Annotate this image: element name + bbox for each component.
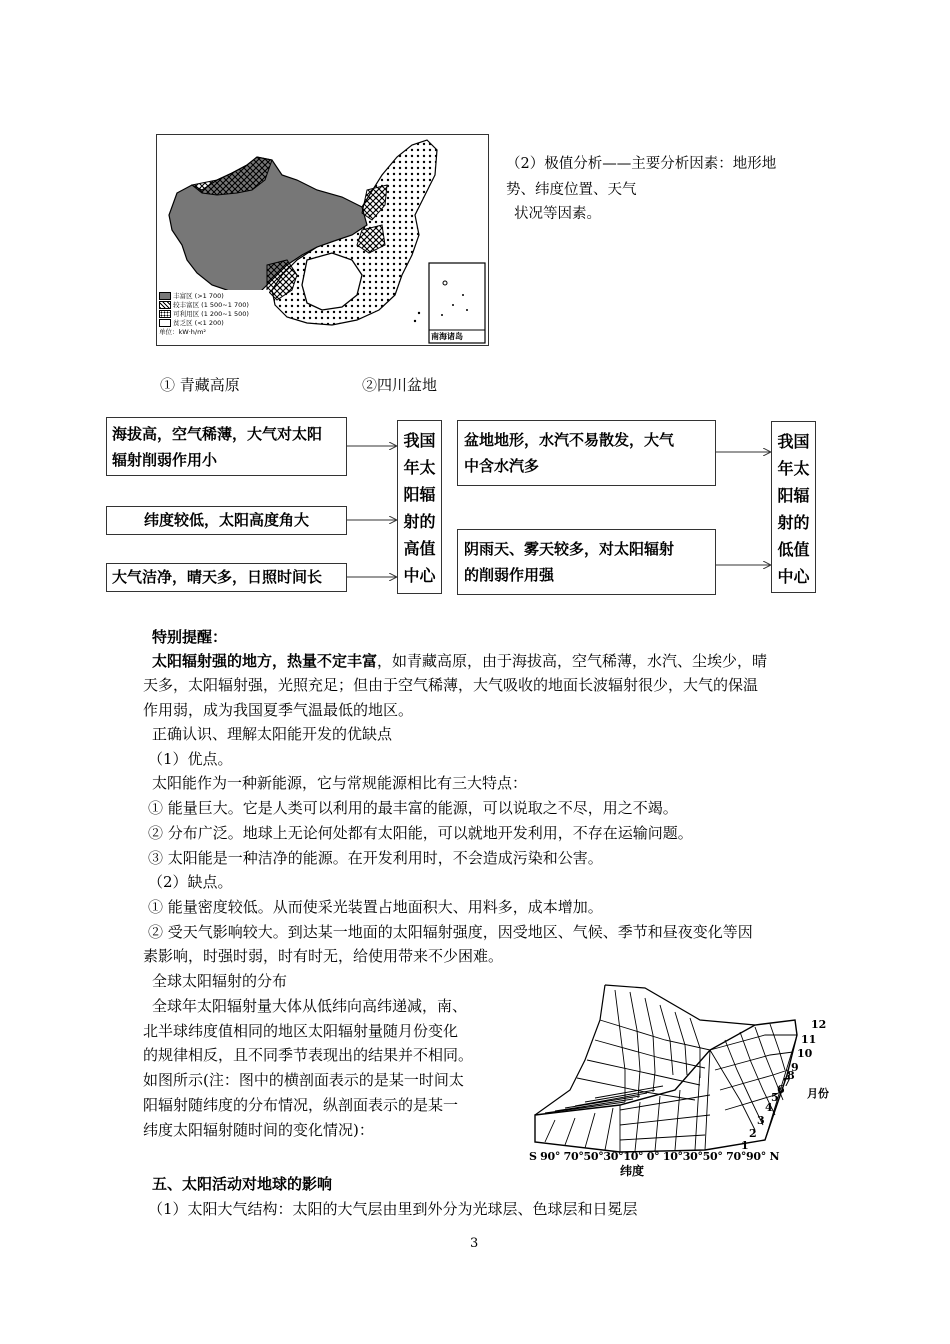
flow-box-rainy-foggy: 阴雨天、雾天较多，对太阳辐射 的削弱作用强 [457,529,716,595]
analysis-line-2: 势、纬度位置、天气 [506,182,637,198]
month-axis-label: 月份 [807,1087,829,1100]
flow-box-low-latitude: 纬度较低，太阳高度角大 [106,506,347,535]
flow-box-high-altitude: 海拔高，空气稀薄，大气对太阳 辐射削弱作用小 [106,417,347,476]
flow-box-basin-terrain: 盆地地形，水汽不易散发，大气 中含水汽多 [457,420,716,486]
month-tick: 11 [801,1033,817,1046]
global-line-2: 北半球纬度值相同的地区太阳辐射量随月份变化 [143,1022,459,1040]
month-tick: 9 [791,1061,799,1074]
analysis-line-1: （2）极值分析——主要分析因素：地形地 [506,156,777,172]
legend-item-usable: 可利用区 (1 200~1 500) [159,310,269,319]
body-p6: ③ 太阳能是一种洁净的能源。在开发利用时，不会造成污染和公害。 [148,849,603,867]
reminder-title: 特别提醒： [152,628,228,646]
reminder-bold-lead: 太阳辐射强的地方，热量不定丰富 [152,652,378,670]
month-tick: 12 [811,1018,827,1031]
global-line-3: 的规律相反，且不同季节表现出的结果并不相同。 [143,1046,474,1064]
month-tick: 7 [783,1076,791,1089]
global-line-4: 如图所示(注：图中的横剖面表示的是某一时间太 [143,1071,464,1089]
month-tick: 8 [787,1069,795,1082]
section5-title: 五、太阳活动对地球的影响 [152,1175,333,1193]
map-unit: 单位：kW·h/m² [159,328,207,336]
month-tick: 4 [765,1101,773,1114]
radiation-mesh [525,980,835,1170]
body-p3: 太阳能作为一种新能源，它与常规能源相比有三大特点： [152,774,528,792]
month-tick: 1 [741,1139,749,1152]
caption-sichuan-basin: ②四川盆地 [362,376,438,394]
latitude-label: 纬度 [620,1164,645,1178]
legend-item-fairly-rich: 较丰富区 (1 500~1 700) [159,301,269,310]
reminder-line-3: 作用弱，成为我国夏季气温最低的地区。 [143,701,414,719]
global-line-1: 全球年太阳辐射量大体从低纬向高纬递减，南、 [152,997,468,1015]
month-tick: 6 [777,1083,785,1096]
page-number: 3 [470,1236,479,1251]
inset-label: 南海诸岛 [431,332,463,341]
body-p2: （1）优点。 [148,750,233,768]
analysis-line-3: 状况等因素。 [514,206,601,222]
flow-box-high-value-center: 我国 年太 阳辐 射的 高值 中心 [397,420,442,594]
global-line-6: 纬度太阳辐射随时间的变化情况)： [143,1121,374,1139]
legend-item-rich: 丰富区 (>1 700) [159,292,269,301]
body-p9a: ② 受天气影响较大。到达某一地面的太阳辐射强度，因受地区、气候、季节和昼夜变化等因 [148,923,753,941]
flow-box-clean-air: 大气洁净，晴天多，日照时间长 [106,563,347,592]
reminder-line-1: 太阳辐射强的地方，热量不定丰富，如青藏高原，由于海拔高，空气稀薄，水汽、尘埃少，晴 [152,652,768,670]
caption-qinghai-tibet: ① 青藏高原 [160,376,240,394]
month-tick: 5 [771,1091,779,1104]
body-p9b: 素影响，时强时弱，时有时无，给使用带来不少困难。 [143,947,504,965]
month-tick: 10 [797,1047,813,1060]
month-tick: 3 [757,1114,765,1127]
reminder-line-2: 天多，太阳辐射强，光照充足；但由于空气稀薄，大气吸收的地面长波辐射很少，大气的保温 [143,676,759,694]
radiation-3d-chart [525,980,835,1170]
body-p7: （2）缺点。 [148,873,233,891]
body-p8: ① 能量密度较低。从而使采光装置占地面积大、用料多，成本增加。 [148,898,603,916]
legend-item-poor: 贫乏区 (<1 200) [159,319,269,328]
global-line-5: 阳辐射随纬度的分布情况，纵剖面表示的是某一 [143,1096,459,1114]
body-p5: ② 分布广泛。地球上无论何处都有太阳能，可以就地开发利用，不存在运输问题。 [148,824,693,842]
flow-box-low-value-center: 我国 年太 阳辐 射的 低值 中心 [771,421,816,593]
latitude-axis: S 90° 70°50°30°10° 0° 10°30°50° 70°90° N [529,1150,780,1163]
body-p1: 正确认识、理解太阳能开发的优缺点 [152,725,393,743]
section5-line-1: （1）太阳大气结构：太阳的大气层由里到外分为光球层、色球层和日冕层 [148,1200,638,1218]
body-p4: ① 能量巨大。它是人类可以利用的最丰富的能源，可以说取之不尽，用之不竭。 [148,799,678,817]
month-tick: 2 [749,1127,757,1140]
global-title: 全球太阳辐射的分布 [152,972,288,990]
